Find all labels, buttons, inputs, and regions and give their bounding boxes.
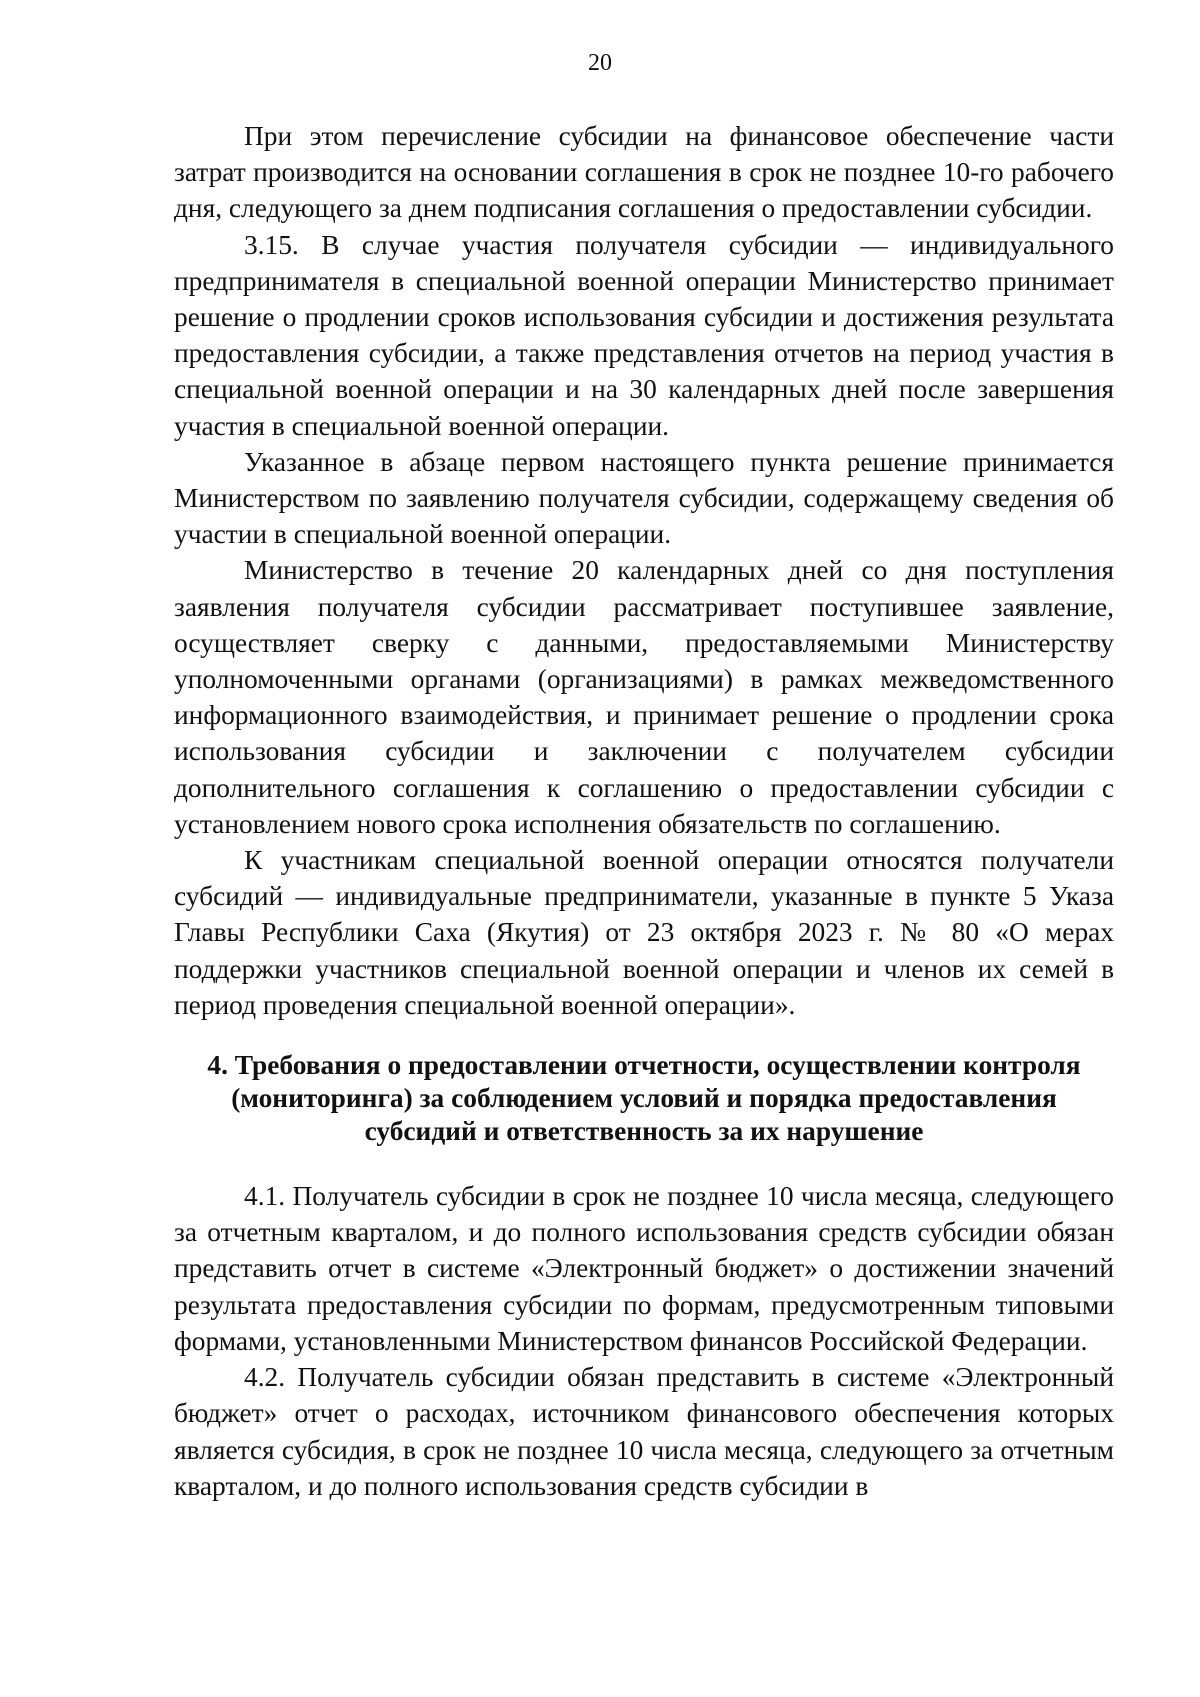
- paragraph-4-2: 4.2. Получатель субсидии обязан представить в системе «Электронный бюджет» отчет о расходах, источником финансового обеспечения которых является субсидия, в срок не позднее 10 числа месяца, следующего за отчетным кварталом, и до полного использования средств субсидии в: [174, 1362, 1114, 1501]
- paragraph-ministry-review: Министерство в течение 20 календарных дней со дня поступления заявления получателя субсидии рассматривает поступившее заявление, осуществляет сверку с данными, предоставляемыми Министерству уполномоченными органами (организациями) в рамках межведомственного информационного взаимодействия, и принимает решение о продлении срока использования субсидии и заключении с получателем субсидии дополнительного соглашения к соглашению о предоставлении субсидии с установлением нового срока исполнения обязательств по соглашению.: [174, 555, 1114, 839]
- paragraph-decision-basis: Указанное в абзаце первом настоящего пункта решение принимается Министерством по заявлению получателя субсидии, содержащему сведения об участии в специальной военной операции.: [174, 446, 1114, 550]
- paragraph-transfer-terms: При этом перечисление субсидии на финансовое обеспечение части затрат производится на основании соглашения в срок не позднее 10-го рабочего дня, следующего за днем подписания соглашения о предоставлении субсидии.: [174, 121, 1114, 224]
- paragraph-4-1: 4.1. Получатель субсидии в срок не позднее 10 числа месяца, следующего за отчетным кварталом, и до полного использования средств субсидии обязан представить отчет в системе «Электронный бюджет» о достижении значений результата предоставления субсидии по формам, предусмотренным типовыми формами, установленными Министерством финансов Российской Федерации.: [174, 1181, 1114, 1356]
- page-number: 20: [588, 50, 612, 76]
- document-body: [174, 118, 1114, 1504]
- paragraph-3-15: 3.15. В случае участия получателя субсидии — индивидуального предпринимателя в специальной военной операции Министерство принимает решение о продлении сроков использования субсидии и достижения результата предоставления субсидии, а также представления отчетов на период участия в специальной военной операции и на 30 календарных дней после завершения участия в специальной военной операции.: [174, 229, 1114, 441]
- paragraph-svo-participants: К участникам специальной военной операции относятся получатели субсидий — индивидуальные предприниматели, указанные в пункте 5 Указа Главы Республики Саха (Якутия) от 23 октября 2023 г. № 80 «О мерах поддержки участников специальной военной операции и членов их семей в период проведения специальной военной операции».: [174, 845, 1114, 1020]
- section-heading-4: 4. Требования о предоставлении отчетности, осуществлении контроля (мониторинга) за соблюдением условий и порядка предоставления субсидий и ответственность за их нарушение: [207, 1050, 1081, 1147]
